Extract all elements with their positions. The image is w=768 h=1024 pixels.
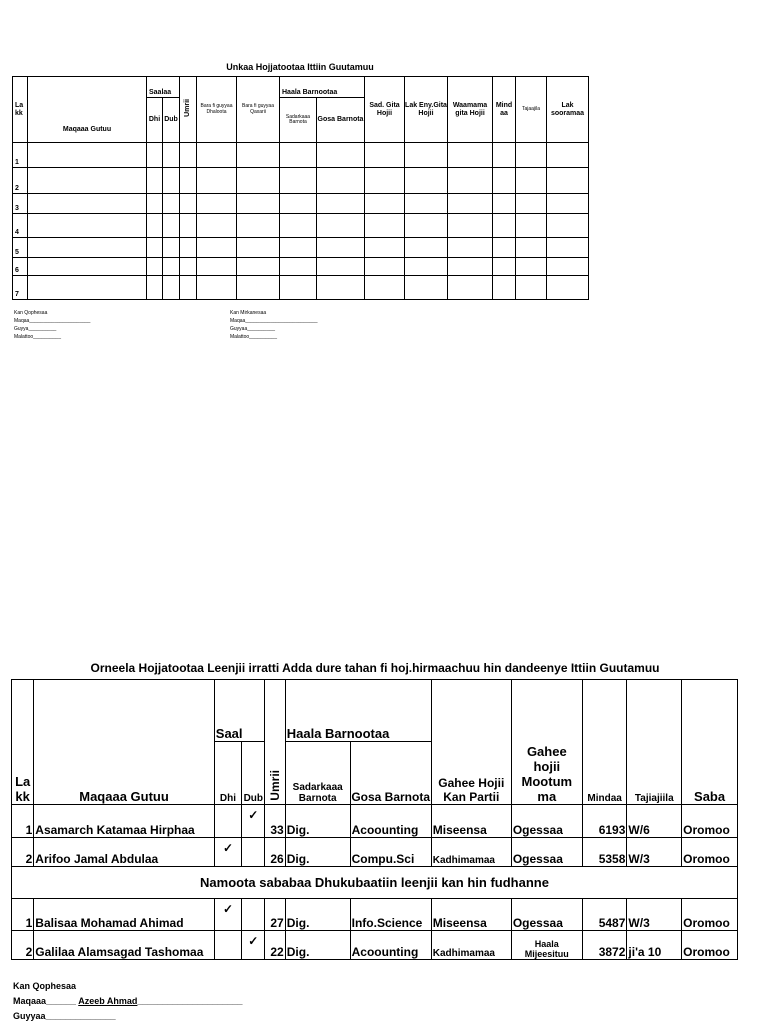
empty-cell [28, 276, 147, 300]
empty-cell [405, 214, 448, 238]
ethnicity-cell: Oromoo [682, 838, 738, 867]
form2-title: Orneela Hojjatootaa Leenjii irratti Adda dure tahan fi hoj.hirmaachuu hin dandeenye Ittiin Guutamuu [90, 661, 660, 675]
party-role-cell: Miseensa [431, 899, 511, 931]
col-umrii: Umrii [180, 77, 197, 143]
table-row [13, 168, 589, 194]
empty-cell [180, 214, 197, 238]
empty-cell [197, 214, 237, 238]
col-gahee-partii: Gahee Hojii Kan Partii [431, 680, 511, 805]
empty-cell [180, 194, 197, 214]
col-waamama: Waamama gita Hojii [448, 77, 493, 143]
empty-cell [237, 276, 280, 300]
table-row [12, 805, 738, 838]
row-number: 1 [12, 899, 34, 931]
empty-cell [147, 168, 163, 194]
empty-cell [405, 143, 448, 168]
empty-cell [448, 168, 493, 194]
dhi-cell: ✓ [214, 899, 241, 931]
col-dhi: Dhi [214, 742, 241, 805]
empty-cell [317, 276, 365, 300]
party-role-cell: Kadhimamaa [431, 838, 511, 867]
col-gosa: Gosa Barnota [350, 742, 431, 805]
empty-cell [516, 276, 547, 300]
field-cell: Compu.Sci [350, 838, 431, 867]
form1-sign-left [14, 309, 90, 341]
col-lakk: La kk [13, 77, 28, 143]
col-tajaajila: Tajaajila [516, 77, 547, 143]
row-number: 2 [12, 838, 34, 867]
empty-cell [317, 143, 365, 168]
empty-cell [405, 238, 448, 258]
col-bara-dhaloota: Bara fi guyyaa Dhaloota [197, 77, 237, 143]
col-saba: Saba [682, 680, 738, 805]
empty-cell [280, 168, 317, 194]
col-bara-qaxarii: Bara fi guyyaa Qaxarii [237, 77, 280, 143]
service-cell: W/3 [627, 838, 682, 867]
col-gosa: Gosa Barnota [317, 98, 365, 143]
form2-table [11, 679, 738, 960]
empty-cell [365, 194, 405, 214]
empty-cell [516, 143, 547, 168]
empty-cell [448, 276, 493, 300]
ethnicity-cell: Oromoo [682, 899, 738, 931]
row-number: 2 [13, 168, 28, 194]
empty-cell [197, 238, 237, 258]
empty-cell [516, 194, 547, 214]
empty-cell [28, 258, 147, 276]
empty-cell [516, 168, 547, 194]
dhi-cell [214, 805, 241, 838]
sign-label: Kan Qophesaa [13, 981, 77, 991]
table-row [13, 194, 589, 214]
gov-role-cell: Ogessaa [511, 899, 582, 931]
age-cell: 33 [265, 805, 285, 838]
empty-cell [28, 143, 147, 168]
col-sad-gita: Sad. Gita Hojii [365, 77, 405, 143]
empty-cell [493, 214, 516, 238]
empty-cell [405, 194, 448, 214]
empty-cell [365, 276, 405, 300]
col-umrii: Umrii [265, 680, 285, 805]
empty-cell [493, 276, 516, 300]
section-title: Namoota sababaa Dhukubaatiin leenjii kan hin fudhanne [12, 867, 738, 899]
salary-cell: 6193 [582, 805, 627, 838]
empty-cell [547, 194, 589, 214]
party-role-cell: Kadhimamaa [431, 931, 511, 960]
gov-role-cell: Ogessaa [511, 838, 582, 867]
sign-date-line: Guyya__________ [14, 326, 57, 332]
empty-cell [448, 143, 493, 168]
col-mindaa: Mind aa [493, 77, 516, 143]
empty-cell [405, 168, 448, 194]
empty-cell [180, 238, 197, 258]
row-number: 1 [13, 143, 28, 168]
empty-cell [448, 194, 493, 214]
empty-cell [448, 258, 493, 276]
empty-cell [317, 168, 365, 194]
col-sadarkaa: Sadarkaaa Barnota [280, 98, 317, 143]
empty-cell [365, 168, 405, 194]
dub-cell: ✓ [242, 931, 265, 960]
party-role-cell: Miseensa [431, 805, 511, 838]
empty-cell [180, 276, 197, 300]
empty-cell [493, 194, 516, 214]
empty-cell [493, 238, 516, 258]
empty-cell [317, 238, 365, 258]
salary-cell: 3872 [582, 931, 627, 960]
table-row [13, 214, 589, 238]
col-haala-barnootaa: Haala Barnootaa [285, 680, 431, 742]
name-cell: Balisaa Mohamad Ahimad [34, 899, 214, 931]
form1-title: Unkaa Hojjatootaa Ittiin Guutamuu [226, 62, 374, 72]
empty-cell [197, 258, 237, 276]
col-tajaajila: Tajiajiila [627, 680, 682, 805]
empty-cell [28, 168, 147, 194]
dub-cell: ✓ [242, 805, 265, 838]
table-row [13, 276, 589, 300]
sign-name-line: Maqaaa______ Azeeb Ahmad_____________________ [13, 996, 243, 1006]
col-sadarkaa: Sadarkaaa Barnota [285, 742, 350, 805]
level-cell: Dig. [285, 838, 350, 867]
empty-cell [547, 258, 589, 276]
level-cell: Dig. [285, 931, 350, 960]
empty-cell [547, 168, 589, 194]
empty-cell [547, 238, 589, 258]
salary-cell: 5487 [582, 899, 627, 931]
level-cell: Dig. [285, 805, 350, 838]
empty-cell [280, 258, 317, 276]
empty-cell [280, 276, 317, 300]
empty-cell [147, 214, 163, 238]
dub-cell [242, 838, 265, 867]
empty-cell [28, 214, 147, 238]
table-row [13, 258, 589, 276]
empty-cell [280, 214, 317, 238]
col-saalaa: Saalaa [147, 77, 180, 98]
empty-cell [516, 258, 547, 276]
sign-signature-line: Malattoo__________ [14, 334, 61, 340]
gov-role-cell: Ogessaa [511, 805, 582, 838]
row-number: 5 [13, 238, 28, 258]
empty-cell [493, 143, 516, 168]
empty-cell [317, 194, 365, 214]
empty-cell [280, 194, 317, 214]
empty-cell [516, 238, 547, 258]
age-cell: 26 [265, 838, 285, 867]
empty-cell [147, 238, 163, 258]
empty-cell [147, 194, 163, 214]
sign-name-line: Maqaa__________________________ [230, 318, 318, 324]
empty-cell [547, 276, 589, 300]
age-cell: 27 [265, 899, 285, 931]
empty-cell [147, 258, 163, 276]
empty-cell [365, 214, 405, 238]
form2-sign [13, 979, 243, 1024]
row-number: 4 [13, 214, 28, 238]
empty-cell [147, 276, 163, 300]
col-maqaa: Maqaaa Gutuu [34, 680, 214, 805]
empty-cell [280, 238, 317, 258]
col-saal: Saal [214, 680, 265, 742]
name-cell: Arifoo Jamal Abdulaa [34, 838, 214, 867]
empty-cell [547, 214, 589, 238]
dhi-cell: ✓ [214, 838, 241, 867]
name-cell: Galilaa Alamsagad Tashomaa [34, 931, 214, 960]
field-cell: Acoounting [350, 931, 431, 960]
table-row [12, 838, 738, 867]
col-dub: Dub [242, 742, 265, 805]
empty-cell [317, 258, 365, 276]
service-cell: W/6 [627, 805, 682, 838]
empty-cell [28, 238, 147, 258]
form1-sign-right [230, 309, 318, 341]
sign-date-line: Guyyaa__________ [230, 326, 276, 332]
dub-cell [242, 899, 265, 931]
col-haala-barnootaa: Haala Barnootaa [280, 77, 365, 98]
empty-cell [237, 214, 280, 238]
empty-cell [147, 143, 163, 168]
col-lakk: La kk [12, 680, 34, 805]
field-cell: Info.Science [350, 899, 431, 931]
age-cell: 22 [265, 931, 285, 960]
empty-cell [405, 276, 448, 300]
empty-cell [405, 258, 448, 276]
col-dub: Dub [163, 98, 180, 143]
empty-cell [163, 238, 180, 258]
gov-role-cell: Haala Mijeesituu [511, 931, 582, 960]
row-number: 7 [13, 276, 28, 300]
form1-table [12, 76, 589, 300]
empty-cell [365, 238, 405, 258]
row-number: 2 [12, 931, 34, 960]
empty-cell [280, 143, 317, 168]
salary-cell: 5358 [582, 838, 627, 867]
ethnicity-cell: Oromoo [682, 931, 738, 960]
empty-cell [28, 194, 147, 214]
table-row [13, 238, 589, 258]
row-number: 6 [13, 258, 28, 276]
col-maqaa: Maqaaa Gutuu [28, 77, 147, 143]
empty-cell [493, 258, 516, 276]
empty-cell [237, 238, 280, 258]
dhi-cell [214, 931, 241, 960]
empty-cell [180, 168, 197, 194]
empty-cell [163, 143, 180, 168]
empty-cell [163, 168, 180, 194]
empty-cell [163, 276, 180, 300]
field-cell: Acoounting [350, 805, 431, 838]
col-lak-sooramaa: Lak sooramaa [547, 77, 589, 143]
empty-cell [237, 194, 280, 214]
empty-cell [547, 143, 589, 168]
empty-cell [197, 194, 237, 214]
service-cell: ji'a 10 [627, 931, 682, 960]
empty-cell [516, 214, 547, 238]
col-dhi: Dhi [147, 98, 163, 143]
empty-cell [197, 276, 237, 300]
empty-cell [365, 258, 405, 276]
empty-cell [317, 214, 365, 238]
empty-cell [180, 143, 197, 168]
empty-cell [448, 238, 493, 258]
empty-cell [448, 214, 493, 238]
empty-cell [237, 258, 280, 276]
sign-label: Kan Mirkanesaa [230, 310, 267, 316]
col-gahee-mootumma: Gahee hojii Mootum ma [511, 680, 582, 805]
empty-cell [365, 143, 405, 168]
empty-cell [163, 194, 180, 214]
sign-label: Kan Qophesaa [14, 310, 48, 316]
empty-cell [197, 143, 237, 168]
sign-name-line: Maqaa______________________ [14, 318, 91, 324]
empty-cell [163, 214, 180, 238]
col-mindaa: Mindaa [582, 680, 627, 805]
table-row [13, 143, 589, 168]
table-row [12, 931, 738, 960]
empty-cell [197, 168, 237, 194]
col-lak-eny: Lak Eny.Gita Hojii [405, 77, 448, 143]
empty-cell [493, 168, 516, 194]
empty-cell [237, 143, 280, 168]
empty-cell [163, 258, 180, 276]
signer-name: Azeeb Ahmad [78, 996, 138, 1006]
service-cell: W/3 [627, 899, 682, 931]
table-row [12, 899, 738, 931]
sign-signature-line: Malattoo__________ [230, 334, 277, 340]
ethnicity-cell: Oromoo [682, 805, 738, 838]
sign-date-line: Guyyaa______________ [13, 1011, 116, 1021]
level-cell: Dig. [285, 899, 350, 931]
row-number: 1 [12, 805, 34, 838]
name-cell: Asamarch Katamaa Hirphaa [34, 805, 214, 838]
empty-cell [180, 258, 197, 276]
row-number: 3 [13, 194, 28, 214]
empty-cell [237, 168, 280, 194]
